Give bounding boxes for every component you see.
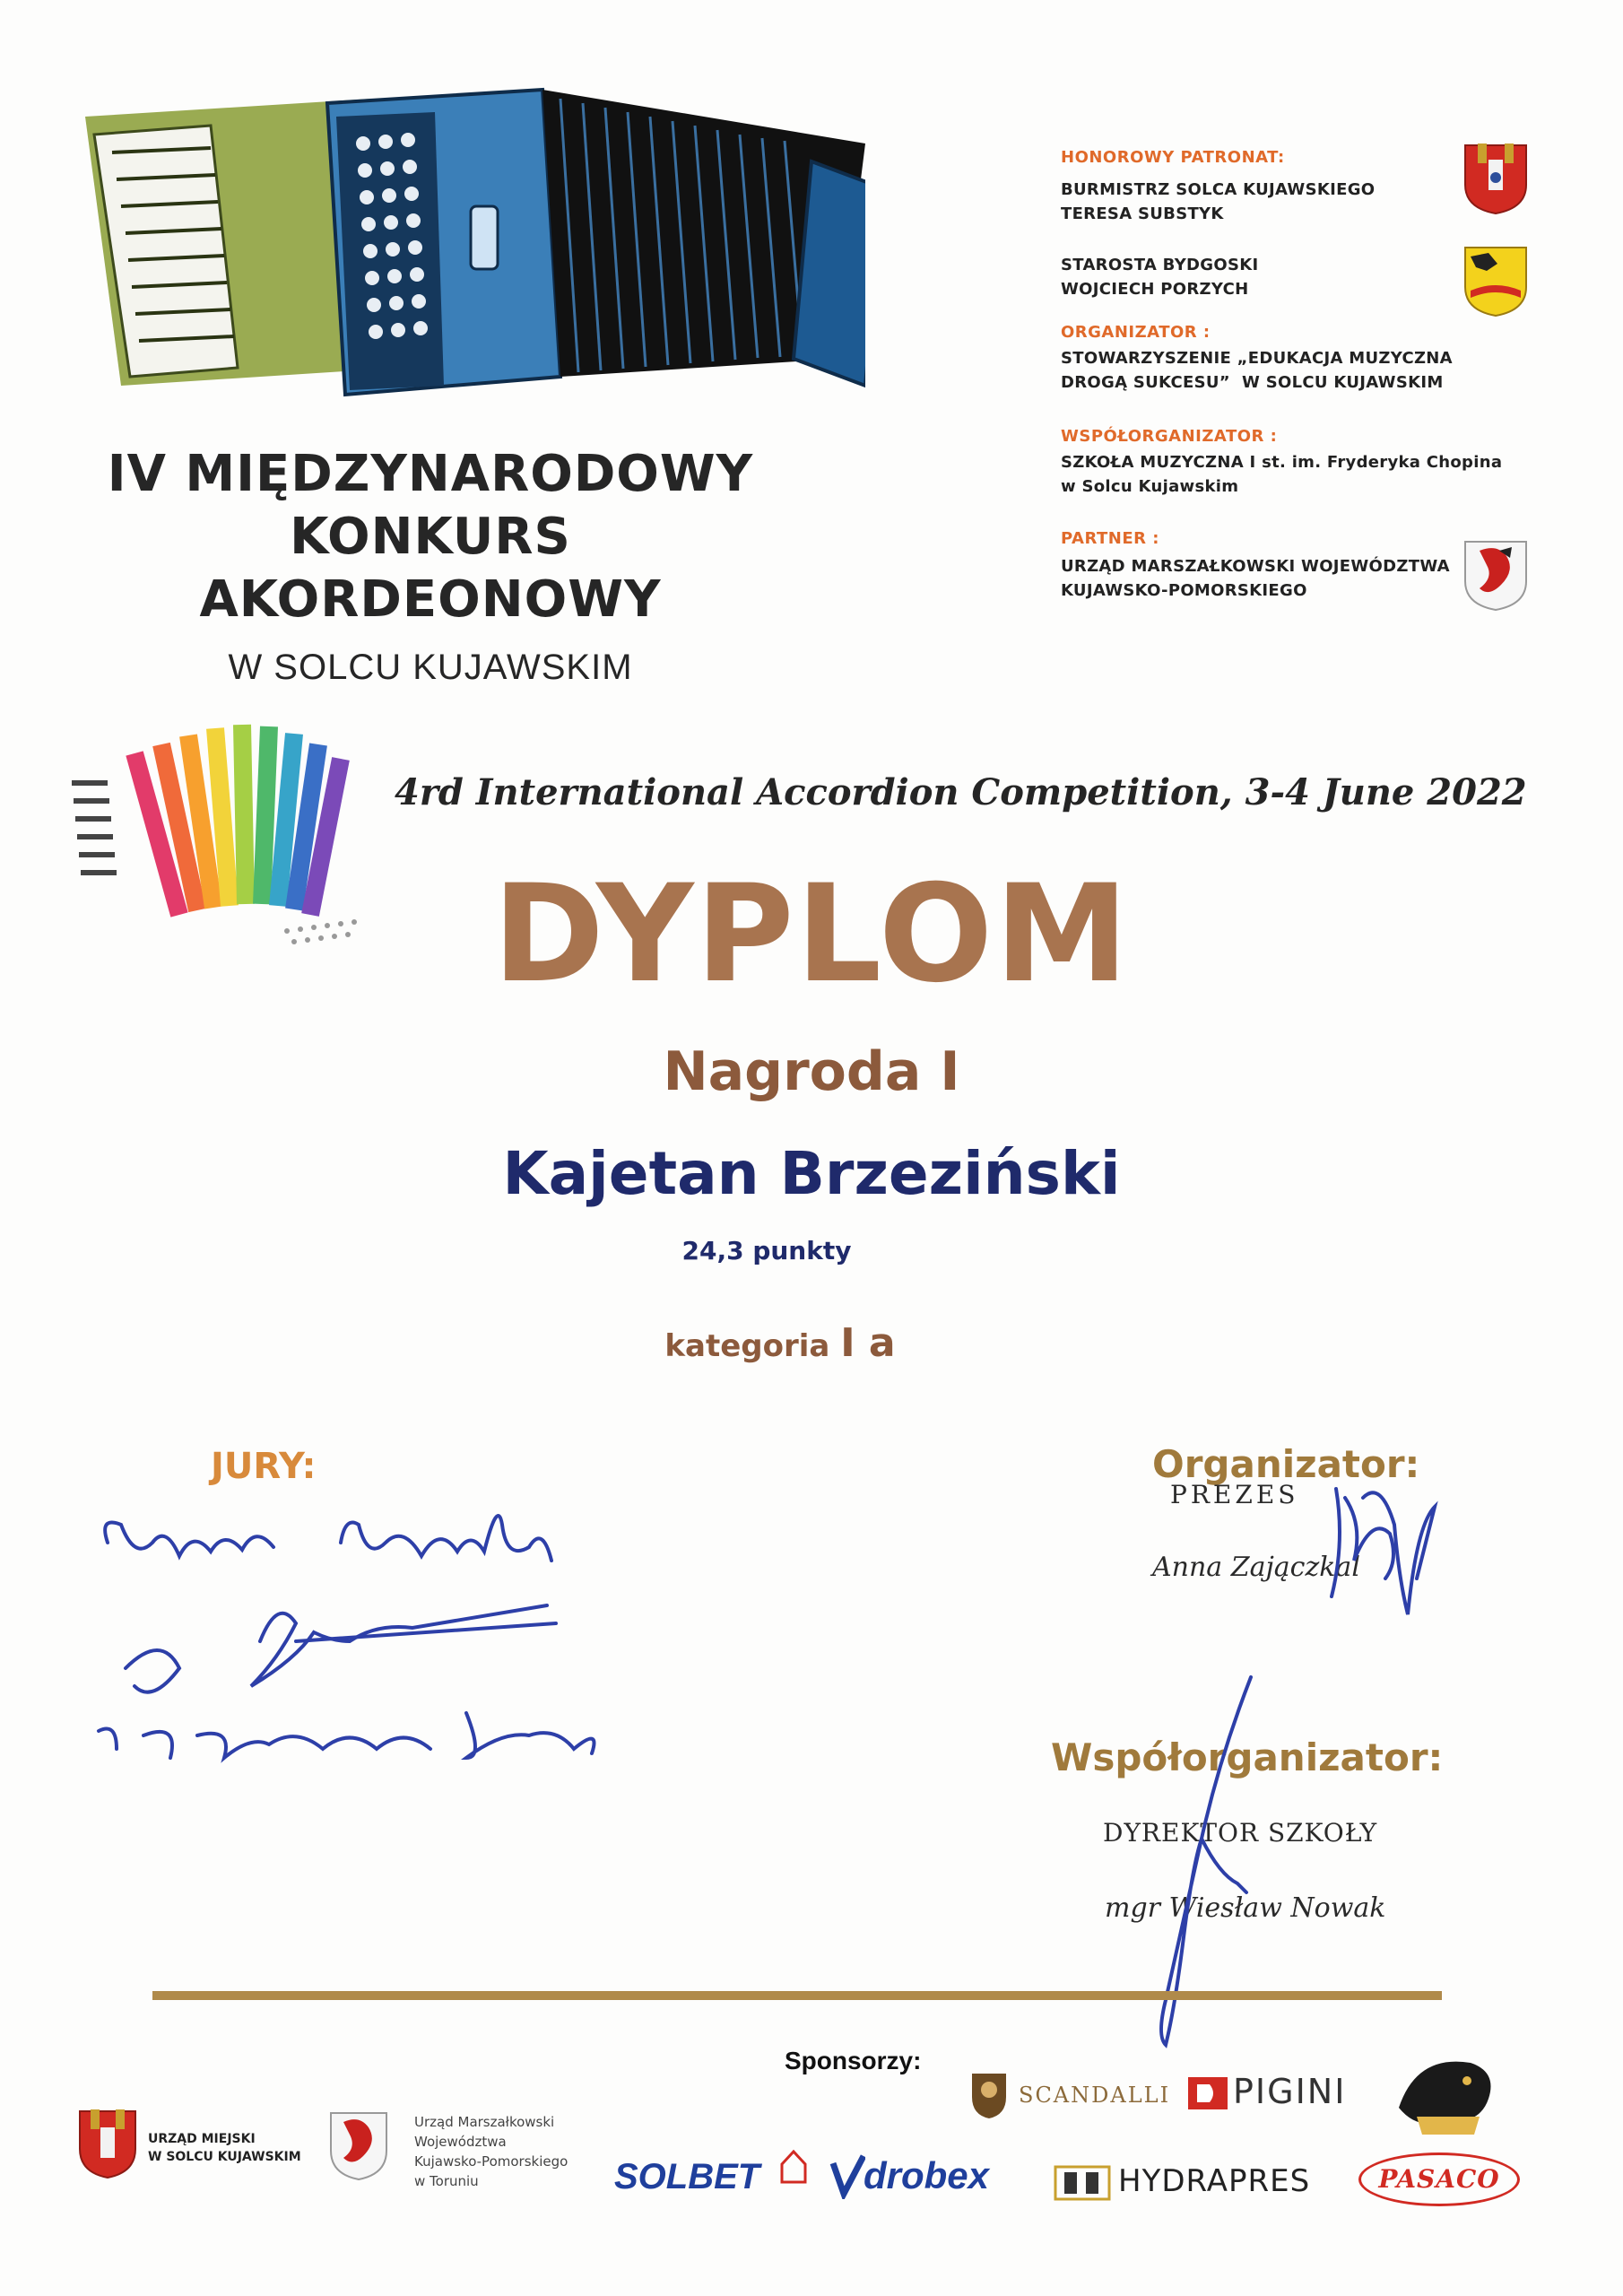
hydrapres-emblem-icon [1054,2165,1111,2201]
bydgoszcz-county-crest-icon [1462,244,1530,317]
sponsor-pasaco-logo [1358,2152,1520,2206]
partner-name: URZĄD MARSZAŁKOWSKI WOJEWÓDZTWA KUJAWSKO-POMORSKIEGO [1061,557,1450,600]
coorganizer-sign-label: Współorganizator: [1051,1735,1444,1779]
category-value: I a [840,1320,896,1366]
hydrapres-text: HYDRAPRES [1118,2163,1311,2199]
title-subtitle: W SOLCU KUJAWSKIM [228,648,633,687]
competition-title: 4rd International Accordion Competition, 3-4 June 2022 [395,771,1527,813]
title-line-1: IV MIĘDZYNARODOWY [107,445,754,503]
pigini-emblem-icon [1188,2077,1228,2109]
solbet-house-icon [780,2148,807,2184]
honorary-patron-1: BURMISTRZ SOLCA KUJAWSKIEGO TERESA SUBSTYK [1061,180,1376,223]
organizer-sign-label: Organizator: [1152,1442,1420,1486]
title-line-2: KONKURS [290,508,571,566]
drobex-check-icon [829,2154,865,2199]
title-line-3: AKORDEONOWY [199,570,662,629]
honorary-patronage-label: HONOROWY PATRONAT: [1061,148,1285,167]
sponsor-drobex-logo [829,2144,1018,2206]
kujawsko-pomorskie-crest-icon [1462,538,1530,612]
pigini-text: PIGINI [1233,2072,1347,2111]
recipient-name: Kajetan Brzeziński [502,1139,1121,1208]
organizer-label: ORGANIZATOR : [1061,323,1211,342]
kujawsko-pomorskie-coat-of-arms-icon [327,2109,390,2181]
organizer-stamp-name: Anna Zajączkal [1152,1552,1360,1583]
sponsors-label: Sponsorzy: [785,2047,922,2074]
scandalli-emblem-icon [968,2070,1010,2120]
points-score: 24,3 punkty [681,1236,852,1265]
coorganizer-label: WSPÓŁORGANIZATOR : [1061,427,1278,446]
organizer-name: STOWARZYSZENIE „EDUKACJA MUZYCZNA DROGĄ SUKCESU” W SOLCU KUJAWSKIM [1061,349,1453,392]
diploma-heading: DYPLOM [492,857,1131,1013]
solec-crest-icon [1462,142,1530,215]
jury-label: JURY: [211,1446,317,1487]
sponsor-solbet-logo: SOLBET [614,2157,760,2196]
category [0,1320,1560,1366]
sponsor-scandalli-logo [968,2063,1171,2126]
coorganizer-stamp-name: mgr Wiesław Nowak [1105,1892,1386,1924]
coorganizer-name: SZKOŁA MUZYCZNA I st. im. Fryderyka Chopina w Solcu Kujawskim [1061,453,1503,496]
accordion-illustration [76,63,865,422]
coorganizer-stamp-title: DYREKTOR SZKOŁY [1103,1818,1378,1848]
sponsor-hydrapres-logo [1054,2161,1341,2206]
category-label: kategoria [664,1328,830,1364]
footer-office-solec: URZĄD MIEJSKI W SOLCU KUJAWSKIM [148,2132,301,2164]
footer-office-marshal: Urząd Marszałkowski Województwa Kujawsko-Pomorskiego w Toruniu [414,2114,568,2189]
pasaco-text: PASACO [1378,2164,1500,2194]
organizer-stamp-title: PREZES [1170,1480,1299,1509]
partner-label: PARTNER : [1061,529,1159,548]
sponsor-pigini-logo [1188,2072,1350,2117]
scandalli-text: SCANDALLI [1019,2083,1171,2108]
drobex-text: drobex [864,2154,990,2196]
jurapark-solec-logo [1381,2045,1506,2144]
footer-divider [152,1991,1442,2000]
solec-coat-of-arms-icon [76,2108,139,2179]
award-title: Nagroda I [663,1040,960,1103]
honorary-patron-2: STAROSTA BYDGOSKI WOJCIECH PORZYCH [1061,256,1259,299]
